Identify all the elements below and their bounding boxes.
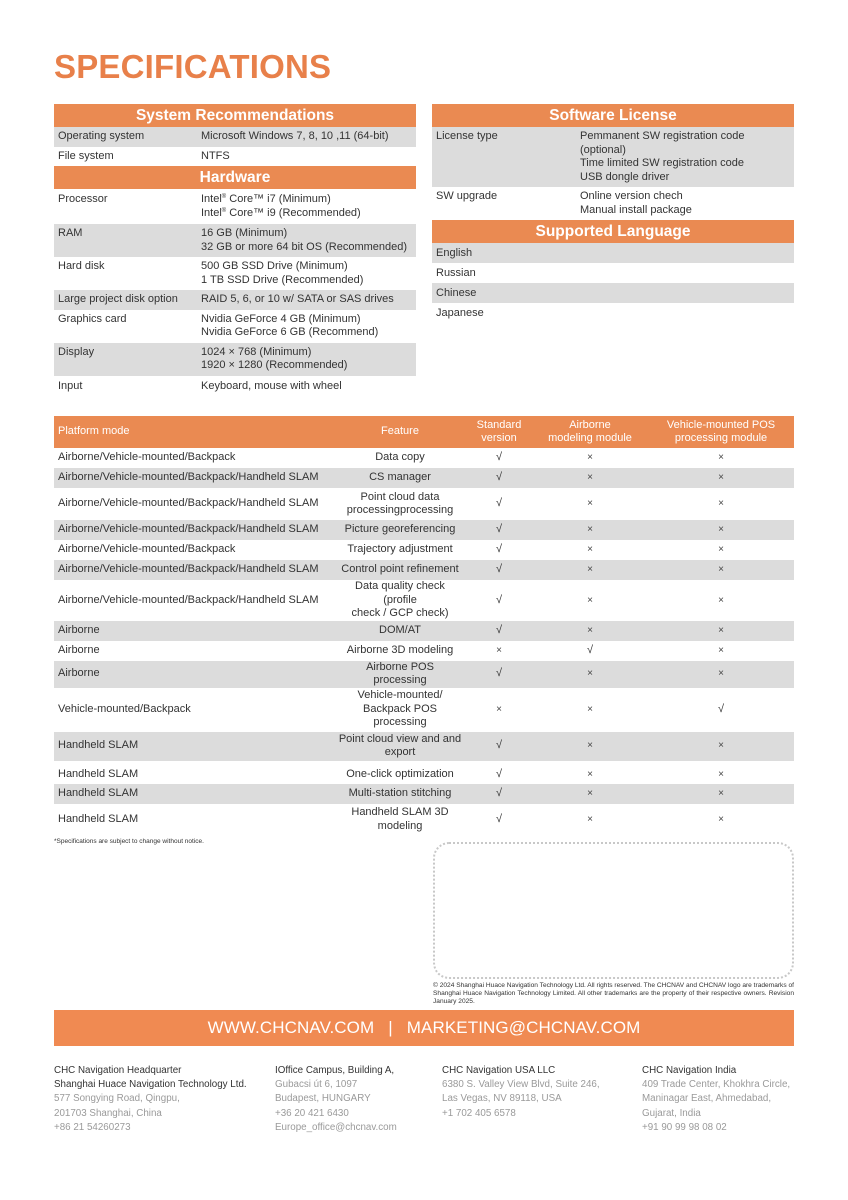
cross-icon: ×: [587, 524, 593, 536]
check-icon: √: [495, 667, 503, 680]
cross-icon: ×: [587, 740, 593, 752]
office-line: +86 21 54260273: [54, 1121, 131, 1133]
vehicle-cell: [648, 764, 794, 784]
spec-value: [580, 130, 790, 184]
check-icon: √: [495, 543, 503, 556]
spec-label: Input: [58, 379, 83, 392]
spec-label: Large project disk option: [58, 293, 178, 305]
feature-cell: [334, 540, 466, 560]
feature-cell: [334, 764, 466, 784]
office-title: CHC Navigation USA LLC: [442, 1065, 556, 1076]
office-line: Budapest, HUNGARY: [275, 1093, 371, 1105]
supported-language-heading: Supported Language: [432, 220, 794, 243]
feature-line: Point cloud view and and: [338, 732, 462, 745]
platform-mode-cell: Airborne/Vehicle-mounted/Backpack: [58, 543, 236, 556]
contact-banner: [54, 1010, 794, 1046]
feature-line: Point cloud data: [360, 490, 440, 503]
standard-cell: [466, 732, 532, 764]
platform-mode-cell: Airborne: [54, 621, 334, 641]
table-row: [54, 621, 794, 641]
spec-row-ram: [54, 224, 416, 257]
feature-line: Vehicle-mounted/: [357, 689, 443, 702]
office-title: IOffice Campus, Building A,: [275, 1065, 395, 1076]
table-row: [54, 468, 794, 488]
platform-mode-cell: Handheld SLAM: [54, 784, 334, 804]
vehicle-cell: [648, 621, 794, 641]
office-line: 409 Trade Center, Khokhra Circle,: [642, 1079, 791, 1091]
standard-cell: [466, 488, 532, 520]
office-title: Shanghai Huace Navigation Technology Ltd.: [54, 1079, 247, 1091]
office-line: Las Vegas, NV 89118, USA: [442, 1093, 562, 1105]
feature-cell: [334, 688, 466, 732]
spec-label: RAM: [58, 227, 83, 239]
header-platform-mode: Platform mode: [54, 416, 334, 448]
table-row: [54, 661, 794, 688]
platform-mode-cell: Airborne/Vehicle-mounted/Backpack/Handheld SLAM: [58, 497, 319, 510]
spec-label: License type: [436, 130, 498, 142]
platform-mode-cell: Handheld SLAM: [58, 812, 139, 825]
feature-line: Data quality check (profile: [355, 580, 445, 606]
office-line: 6380 S. Valley View Blvd, Suite 246,: [442, 1079, 600, 1091]
text: Standard: [476, 418, 522, 431]
feature-line: DOM/AT: [379, 623, 421, 636]
text: Airborne: [569, 418, 611, 431]
spec-value: NTFS: [201, 149, 230, 162]
airborne-cell: [532, 488, 648, 520]
standard-cell: [466, 784, 532, 804]
text: (optional): [580, 143, 626, 156]
spec-row-large-project-disk: [54, 290, 416, 310]
airborne-cell: [532, 621, 648, 641]
language-item: Chinese: [432, 283, 794, 303]
platform-mode-cell: Airborne/Vehicle-mounted/Backpack/Handheld SLAM: [54, 520, 334, 540]
header-feature: Feature: [334, 416, 466, 448]
text: version: [481, 432, 517, 444]
office-line: Gujarat, India: [642, 1107, 701, 1119]
system-recommendations-heading: System Recommendations: [54, 104, 416, 127]
office-title: CHC Navigation Headquarter: [54, 1065, 182, 1076]
platform-mode-cell: Airborne: [58, 643, 100, 656]
spec-row-display: [54, 343, 416, 376]
specifications-note: *Specifications are subject to change without notice.: [54, 838, 204, 845]
feature-table-header: [54, 416, 794, 448]
cross-icon: ×: [718, 787, 724, 799]
standard-cell: [466, 540, 532, 560]
airborne-cell: [532, 580, 648, 621]
registered-mark: ®: [221, 207, 227, 214]
cross-icon: ×: [718, 498, 724, 510]
text: Pemmanent SW registration code: [580, 130, 745, 142]
airborne-cell: [532, 732, 648, 764]
platform-mode-cell: Airborne/Vehicle-mounted/Backpack/Handheld SLAM: [58, 593, 319, 606]
table-row: [54, 540, 794, 560]
feature-cell: [334, 448, 466, 468]
airborne-cell: [532, 804, 648, 836]
airborne-cell: [532, 764, 648, 784]
airborne-cell: [532, 560, 648, 580]
spec-value: Microsoft Windows 7, 8, 10 ,11 (64-bit): [201, 130, 389, 142]
vehicle-cell: [648, 488, 794, 520]
feature-line: Trajectory adjustment: [347, 543, 453, 556]
check-icon: √: [495, 563, 503, 576]
table-row: [54, 764, 794, 784]
feature-line: Control point refinement: [341, 563, 459, 576]
table-row: [54, 488, 794, 520]
cross-icon: ×: [587, 564, 593, 576]
cross-icon: ×: [587, 498, 593, 510]
spec-label: Hard disk: [58, 260, 105, 272]
feature-line: Airborne POS processing: [366, 660, 434, 686]
spec-value: [580, 190, 790, 217]
feature-cell: [334, 560, 466, 580]
spec-label: Processor: [58, 193, 108, 205]
text: 1024 × 768 (Minimum): [201, 345, 312, 358]
cross-icon: ×: [718, 624, 724, 636]
office-line: 201703 Shanghai, China: [54, 1107, 162, 1119]
cross-icon: ×: [718, 544, 724, 556]
check-icon: √: [717, 702, 725, 715]
text: Intel: [201, 193, 222, 205]
cross-icon: ×: [718, 668, 724, 680]
airborne-cell: [532, 468, 648, 488]
airborne-cell: [532, 520, 648, 540]
copyright-text: © 2024 Shanghai Huace Navigation Technology Ltd. All rights reserved. The CHCNAV and CHCNAV logo are trademarks of Shanghai Huace Navigation Technology Limited. All other trademarks are the property of their respective owners. Revision January 2025.: [433, 982, 794, 1005]
standard-cell: [466, 520, 532, 540]
airborne-cell: [532, 661, 648, 688]
feature-line: export: [384, 746, 416, 758]
spec-label: Graphics card: [58, 312, 127, 325]
cross-icon: ×: [718, 472, 724, 484]
check-icon: √: [495, 786, 503, 799]
standard-cell: [466, 580, 532, 621]
feature-line: Data copy: [375, 451, 425, 464]
feature-cell: [334, 468, 466, 488]
spec-value: RAID 5, 6, or 10 w/ SATA or SAS drives: [201, 293, 394, 305]
spec-row-input: [54, 376, 416, 397]
spec-value: [201, 227, 412, 254]
feature-cell: [334, 580, 466, 621]
cross-icon: ×: [718, 452, 724, 464]
table-row: [54, 732, 794, 764]
airborne-cell: [532, 784, 648, 804]
spec-label: File system: [58, 149, 114, 162]
vehicle-cell: [648, 804, 794, 836]
cross-icon: ×: [718, 524, 724, 536]
system-recommendations-table: [54, 104, 416, 396]
page-title: SPECIFICATIONS: [54, 48, 332, 85]
spec-value: [201, 346, 412, 373]
vehicle-cell: [648, 661, 794, 688]
check-icon: √: [495, 497, 503, 510]
platform-mode-cell: Airborne: [54, 661, 334, 688]
check-icon: √: [495, 523, 503, 536]
vehicle-cell: [648, 468, 794, 488]
registered-mark: ®: [221, 194, 227, 200]
office-line: Gubacsi út 6, 1097: [275, 1079, 358, 1091]
standard-cell: [466, 764, 532, 784]
table-row: [54, 580, 794, 621]
cross-icon: ×: [587, 544, 593, 556]
cross-icon: ×: [718, 564, 724, 576]
airborne-cell: [532, 641, 648, 661]
office-title: CHC Navigation India: [642, 1065, 737, 1076]
cross-icon: ×: [587, 769, 593, 781]
platform-mode-cell: Airborne/Vehicle-mounted/Backpack/Handheld SLAM: [54, 468, 334, 488]
feature-line: Backpack POS: [363, 702, 437, 715]
feature-cell: [334, 732, 466, 764]
feature-cell: [334, 661, 466, 688]
text: Time limited SW registration code: [580, 157, 745, 169]
text: Core™ i9 (Recommended): [226, 206, 361, 219]
vehicle-cell: [648, 540, 794, 560]
cross-icon: ×: [587, 624, 593, 636]
spec-row-license-type: [432, 127, 794, 187]
office-usa: [442, 1064, 600, 1121]
cross-icon: ×: [718, 644, 724, 656]
check-icon: √: [495, 451, 503, 464]
vehicle-cell: [648, 784, 794, 804]
vehicle-cell: [648, 732, 794, 764]
airborne-cell: [532, 688, 648, 732]
vehicle-cell: [648, 448, 794, 468]
airborne-cell: [532, 448, 648, 468]
spec-value: [201, 260, 412, 287]
platform-mode-cell: Handheld SLAM: [54, 732, 334, 764]
text: 32 GB or more 64 bit OS (Recommended): [201, 240, 408, 253]
hardware-heading: Hardware: [54, 166, 416, 189]
spec-value: [201, 313, 412, 340]
feature-line: One-click optimization: [346, 768, 454, 781]
platform-mode-cell: Handheld SLAM: [58, 768, 139, 781]
text: USB dongle driver: [580, 170, 670, 183]
text: 16 GB (Minimum): [201, 227, 288, 239]
cross-icon: ×: [587, 594, 593, 606]
check-icon: √: [495, 768, 503, 781]
platform-mode-cell: Airborne/Vehicle-mounted/Backpack/Handheld SLAM: [54, 560, 334, 580]
check-icon: √: [495, 812, 503, 825]
text: 1920 × 1280 (Recommended): [201, 359, 348, 371]
feature-table: [54, 416, 794, 836]
feature-cell: [334, 784, 466, 804]
standard-cell: [466, 621, 532, 641]
office-line: Maninagar East, Ahmedabad,: [642, 1093, 772, 1105]
text: modeling module: [548, 432, 632, 444]
text: 1 TB SSD Drive (Recommended): [201, 273, 364, 286]
table-row: [54, 560, 794, 580]
text: Vehicle-mounted POS: [666, 418, 776, 431]
table-row: [54, 448, 794, 468]
cross-icon: ×: [496, 703, 502, 715]
text: Core™ i7 (Minimum): [226, 193, 331, 205]
feature-line: Multi-station stitching: [348, 786, 452, 799]
feature-line: Airborne 3D modeling: [346, 643, 454, 656]
feature-cell: [334, 488, 466, 520]
cross-icon: ×: [718, 740, 724, 752]
office-india: [642, 1064, 790, 1135]
feature-cell: [334, 621, 466, 641]
spec-row-processor: [54, 189, 416, 224]
separator: |: [388, 1018, 393, 1037]
spec-row-file-system: [54, 147, 416, 167]
check-icon: √: [495, 623, 503, 636]
feature-cell: [334, 520, 466, 540]
cross-icon: ×: [587, 472, 593, 484]
check-icon: √: [495, 593, 503, 606]
vehicle-cell: [648, 580, 794, 621]
standard-cell: [466, 448, 532, 468]
office-line: +36 20 421 6430: [275, 1107, 349, 1119]
vehicle-cell: [648, 688, 794, 732]
cross-icon: ×: [587, 787, 593, 799]
table-row: [54, 520, 794, 540]
text: Manual install package: [580, 203, 692, 216]
cross-icon: ×: [718, 813, 724, 825]
header-airborne-module: [532, 416, 648, 448]
dealer-stamp-box: [433, 842, 794, 979]
cross-icon: ×: [718, 769, 724, 781]
spec-label: Display: [58, 345, 95, 358]
language-item: Japanese: [436, 307, 484, 319]
software-license-table: [432, 104, 794, 323]
spec-label: Operating system: [58, 130, 145, 142]
feature-line: Picture georeferencing: [344, 523, 456, 536]
text: Nvidia GeForce 6 GB (Recommend): [201, 326, 379, 338]
feature-line: modeling: [377, 819, 423, 832]
email-link[interactable]: MARKETING@CHCNAV.COM: [406, 1018, 641, 1037]
language-item: English: [432, 243, 794, 263]
office-line: +91 90 99 98 08 02: [642, 1121, 727, 1133]
standard-cell: [466, 641, 532, 661]
check-icon: √: [495, 471, 503, 484]
vehicle-cell: [648, 641, 794, 661]
office-line: 577 Songying Road, Qingpu,: [54, 1093, 180, 1105]
cross-icon: ×: [718, 594, 724, 606]
table-row: [54, 784, 794, 804]
office-europe: [275, 1064, 397, 1135]
language-item: Russian: [436, 267, 476, 279]
spec-row-hard-disk: [54, 257, 416, 290]
standard-cell: [466, 560, 532, 580]
cross-icon: ×: [587, 703, 593, 715]
standard-cell: [466, 468, 532, 488]
vehicle-cell: [648, 560, 794, 580]
feature-cell: [334, 641, 466, 661]
spec-row-sw-upgrade: [432, 187, 794, 220]
text: processing module: [674, 432, 768, 444]
platform-mode-cell: Airborne/Vehicle-mounted/Backpack: [58, 451, 236, 464]
feature-line: CS manager: [369, 471, 431, 484]
platform-mode-cell: Vehicle-mounted/Backpack: [58, 702, 191, 715]
standard-cell: [466, 688, 532, 732]
office-headquarter: [54, 1064, 247, 1135]
text: Nvidia GeForce 4 GB (Minimum): [201, 312, 361, 325]
spec-value: [201, 193, 412, 220]
spec-row-operating-system: [54, 127, 416, 147]
cross-icon: ×: [496, 644, 502, 656]
text: 500 GB SSD Drive (Minimum): [201, 260, 348, 272]
table-row: [54, 804, 794, 836]
standard-cell: [466, 804, 532, 836]
spec-row-graphics-card: [54, 310, 416, 343]
office-email[interactable]: Europe_office@chcnav.com: [275, 1121, 397, 1133]
check-icon: √: [586, 643, 594, 656]
text: Intel: [201, 206, 222, 219]
feature-cell: [334, 804, 466, 836]
airborne-cell: [532, 540, 648, 560]
feature-line: Handheld SLAM 3D: [351, 806, 449, 818]
cross-icon: ×: [587, 668, 593, 680]
table-row: [54, 641, 794, 661]
header-standard-version: [466, 416, 532, 448]
software-license-heading: Software License: [432, 104, 794, 127]
vehicle-cell: [648, 520, 794, 540]
cross-icon: ×: [587, 813, 593, 825]
feature-line: processing: [373, 716, 427, 729]
check-icon: √: [495, 739, 503, 752]
spec-label: SW upgrade: [436, 190, 498, 202]
standard-cell: [466, 661, 532, 688]
text: Online version chech: [580, 190, 683, 202]
website-link[interactable]: WWW.CHCNAV.COM: [207, 1018, 375, 1037]
header-vehicle-module: [648, 416, 794, 448]
cross-icon: ×: [587, 452, 593, 464]
office-line: +1 702 405 6578: [442, 1107, 516, 1119]
table-row: [54, 688, 794, 732]
feature-line: check / GCP check): [351, 607, 449, 619]
spec-value: Keyboard, mouse with wheel: [201, 379, 342, 392]
feature-line: processingprocessing: [346, 504, 454, 516]
